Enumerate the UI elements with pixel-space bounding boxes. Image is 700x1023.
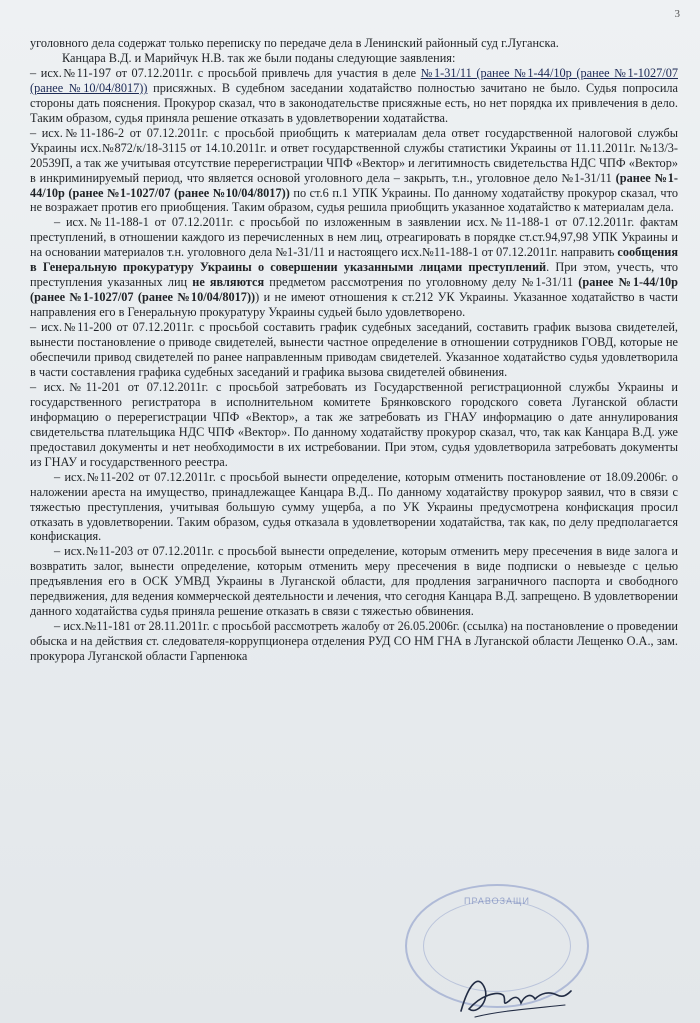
paragraph-7: – исх.№11-201 от 07.12.2011г. с просьбой затребовать из Государственной регистрационной службы Украины и государственного регистратора в исполнительном комитете Брянковского городского совета Луганской области информацию о перерегистрации ЧПФ «Вектор», а так же затребовать из ГНАУ информацию о дате аннулирования свидетельства плательщика НДС ЧПФ «Вектор». По данному ходатайству прокурор сказал, что, так как Канцара В.Д. уже предоставил документы и нет необходимости в их истребовании. При этом, судья удовлетворила затребовать документы из ГНАУ и государственного реестра. [30,379,678,469]
paragraph-4-text-b: по ст.6 п.1 УПК Украины. По данному ходатайству прокурор сказал, что не возражает против его приобщения. Таким образом, судья решила приобщить указанное ходатайство к материалам дела. [30,185,678,215]
paragraph-5-bold-2: не являются [192,275,265,290]
document-body [30,36,678,664]
paragraph-2: Канцара В.Д. и Марийчук Н.В. так же были поданы следующие заявления: [62,50,456,65]
paragraph-3-text-a: – исх.№11-197 от 07.12.2011г. с просьбой привлечь для участия в деле [30,65,421,80]
paragraph-5-text-a: – исх.№11-188-1 от 07.12.2011г. с просьбой по изложенным в заявлении исх.№11-188-1 от 07.12.2011г. фактам преступлений, в отношении каждого из перечисленных в нем лиц, отреагировать в порядке ст.ст.94,97,98 УПК Украины и на основании материалов т.н. уголовного дела №1-31/11 и настоящего исх.№11-188-1 от 07.12.2011г. направить [30,215,678,260]
paragraph-3 [30,66,678,126]
paragraph-4 [30,126,678,216]
handwritten-signature [455,965,575,1023]
paragraph-5-bold-1: сообщения в Генеральную прокуратуру Украины о совершении указанными лицами преступлений [30,245,678,275]
paragraph-4-text-a: – исх.№11-186-2 от 07.12.2011г. с просьбой приобщить к материалам дела ответ государственной налоговой службы Украины исх.№872/к/18-3115 от 14.10.2011г. и ответ государственной службы статистики Украины от 11.11.2011г. №13/3-20539П, а так же учитывая отсутствие перерегистрации ЧПФ «Вектор» и легитимность свидетельства НДС ЧПФ «Вектор» в инкриминируемый период, что является основой уголовного дела – закрыть, т.н., уголовное дело №1-31/11 [30,125,678,185]
case-number-link[interactable]: №1-31/11 (ранее №1-44/10р (ранее №1-1027/07 (ранее №10/04/8017)) [30,65,679,95]
paragraph-6: – исх.№11-200 от 07.12.2011г. с просьбой составить график судебных заседаний, составить график вызова свидетелей, вынести постановление о приводе свидетелей, вынести частное определение в отношении сотрудников ГОВД, которые не обеспечили привод свидетелей по ранее направленным приводам свидетелей. Указанное ходатайство судья удовлетворила в части составления графика судебных заседаний и графика вызова свидетелей обвинения. [30,320,678,379]
paragraph-4-bold: (ранее №1-44/10р (ранее №1-1027/07 (ранее №10/04/8017)) [30,170,678,200]
paragraph-5-bold-3: (ранее №1-44/10р (ранее №1-1027/07 (ранее №10/04/8017)) [30,275,678,305]
paragraph-1: уголовного дела содержат только переписку по передаче дела в Ленинский районный суд г.Луганска. [30,36,559,50]
paragraph-9: – исх.№11-203 от 07.12.2011г. с просьбой вынести определение, которым отменить меру пресечения в виде залога и возвратить залог, вынести определение, которым отменить меру пресечения в виде подписки о невыезде с целью предъявления его в ОСК УМВД Украины в Луганской области, для продления заграничного паспорта и свободного передвижения, для ведения коммерческой деятельности и лечения, что сегодня Канцара В.Д. запрещено. В удовлетворении данного ходатайства судья приняла решение отказать в связи с тяжестью обвинения. [30,544,678,619]
stamp-text: ПРАВОЗАЩИ [464,896,530,906]
paragraph-5-text-c: предметом рассмотрения по уголовному делу №1-31/11 [264,275,579,290]
paragraph-5-text-b: . При этом, учесть, что преступления указанных лиц [30,260,679,290]
page-number: 3 [674,8,680,20]
paragraph-3-text-b: присяжных. В судебном заседании ходатайство полностью зачитано не было. Судья попросила стороны дать пояснения. Прокурор сказал, что в законодательстве присяжные есть, но нет порядка их привлечения в дело. Таким образом, судья приняла решение отказать в удовлетворении ходатайства. [30,80,678,125]
paragraph-5-text-d: ) и не имеют отношения к ст.212 УК Украины. Указанное ходатайство в части направления его в Генеральную прокуратуру Украины судьей было удовлетворено. [30,290,678,320]
paragraph-5 [30,215,678,320]
paragraph-10: – исх.№11-181 от 28.11.2011г. с просьбой рассмотреть жалобу от 26.05.2006г. (ссылка) на постановление о проведении обыска и на действия ст. следователя-коррупционера отделения РУД СО НМ ГНА в Луганской области Лещенко О.А., зам. прокурора Луганской области Гарпенюка [30,619,678,664]
paragraph-8: – исх.№11-202 от 07.12.2011г. с просьбой вынести определение, которым отменить постановление от 18.09.2006г. о наложении ареста на имущество, принадлежащее Канцара В.Д.. По данному ходатайству прокурор заявил, что в связи с тяжестью преступления, учитывая большую сумму ущерба, а по УК Украины предусмотрена конфискация просил отказать в удовлетворении. Таким образом, судья отказала в удовлетворении ходатайства, так как, по делу предполагается конфискация. [30,469,678,544]
